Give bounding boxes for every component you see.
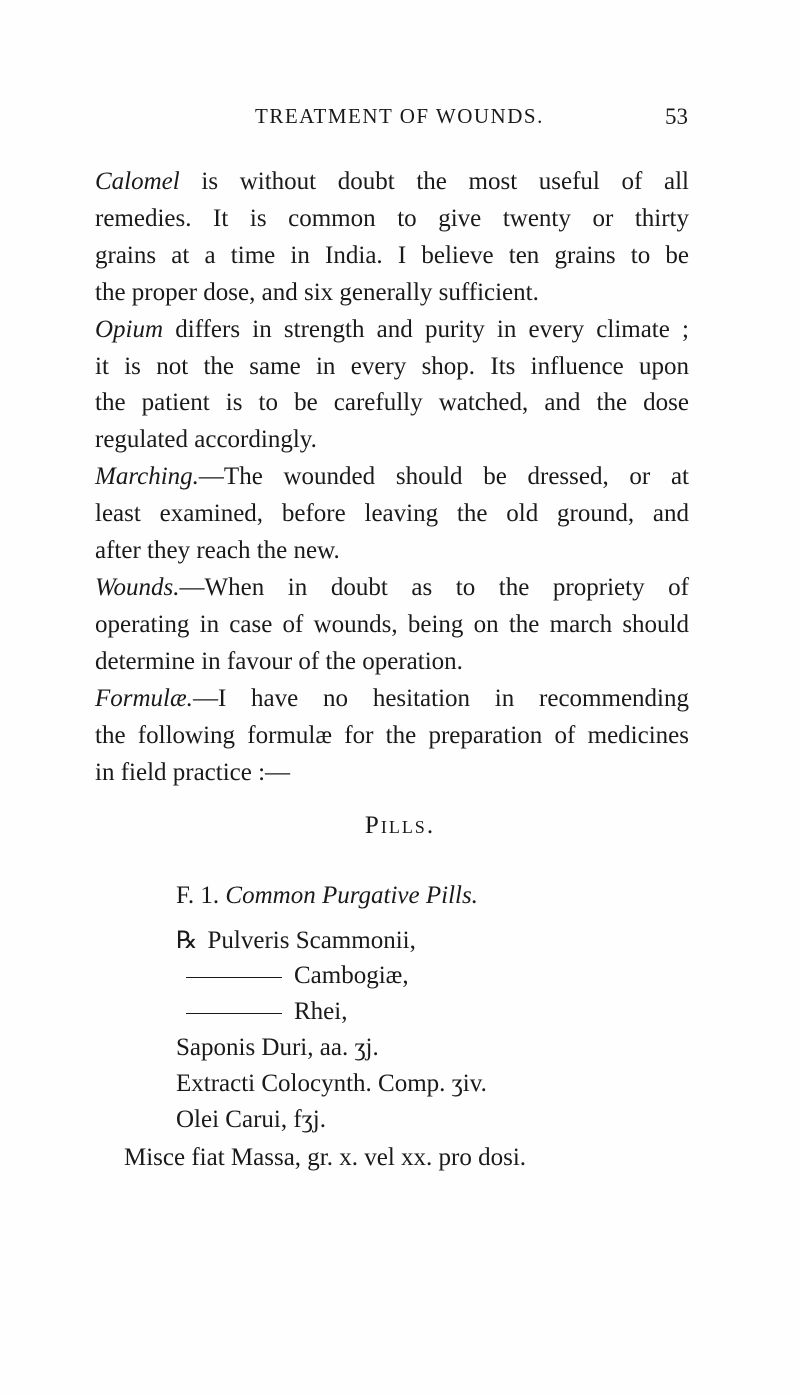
ditto-dash [186, 1013, 282, 1014]
paragraph-lead: Opium [95, 315, 164, 343]
ingredient-line [176, 1034, 379, 1062]
text-line: remedies. It is common to give twenty or thirty [95, 204, 689, 232]
ingredient: Olei Carui, fʒj. [176, 1106, 326, 1133]
ingredient-line [176, 926, 416, 955]
text-line: Marching.—The wounded should be dressed, or at [95, 463, 689, 491]
section-heading-pills: Pills. [364, 812, 436, 839]
formula-title [176, 882, 478, 910]
ingredient: Pulveris Scammonii, [207, 927, 416, 954]
formula-directions: Misce fiat Massa, gr. x. vel xx. pro dosi. [124, 1144, 527, 1171]
formula-number: F. 1. [176, 882, 220, 909]
text-line: the following formulæ for the preparation of medicines [95, 721, 689, 749]
ingredient-line [176, 1070, 487, 1098]
paragraph-lead: Formulæ. [95, 684, 193, 712]
text-line: Opium differs in strength and purity in every climate ; [95, 315, 689, 343]
paragraph-opium [95, 312, 689, 460]
ingredient-line [176, 1106, 326, 1134]
text-line: Calomel is without doubt the most useful of all [95, 168, 689, 195]
body-text [95, 164, 689, 791]
ditto-dash [186, 977, 282, 978]
ingredient: Rhei, [294, 998, 348, 1025]
text-line: it is not the same in every shop. Its influence upon [95, 352, 689, 380]
ingredient-line [176, 998, 347, 1026]
paragraph-calomel [95, 164, 689, 312]
paragraph-formulae [95, 681, 689, 792]
recipe-symbol: ℞ [176, 928, 198, 954]
paragraph-lead: Wounds. [95, 573, 180, 601]
ingredient: Cambogiæ, [294, 962, 409, 989]
running-title: TREATMENT OF WOUNDS. [255, 104, 544, 128]
paragraph-marching [95, 459, 689, 570]
text-line: the proper dose, and six generally sufficient. [95, 278, 539, 306]
text-line: grains at a time in India. I believe ten grains to be [95, 241, 689, 269]
ingredient-line [176, 962, 409, 990]
paragraph-wounds [95, 570, 689, 681]
text-line: determine in favour of the operation. [95, 647, 463, 675]
paragraph-lead: Calomel [95, 168, 180, 195]
text-line: Wounds.—When in doubt as to the propriety of [95, 573, 689, 601]
text-line: least examined, before leaving the old ground, and [95, 500, 689, 528]
running-head [0, 104, 800, 140]
text-line: the patient is to be carefully watched, and the dose [95, 389, 689, 417]
page-number: 53 [665, 104, 688, 129]
text-line: after they reach the new. [95, 537, 340, 565]
text-line: regulated accordingly. [95, 426, 317, 454]
formula-name: Common Purgative Pills. [225, 882, 478, 909]
ingredient: Saponis Duri, aa. ʒj. [176, 1034, 379, 1061]
ingredient: Extracti Colocynth. Comp. ʒiv. [176, 1070, 487, 1097]
paragraph-lead: Marching. [95, 463, 199, 491]
text-line: operating in case of wounds, being on the march should [95, 610, 689, 638]
text-line: Formulæ.—I have no hesitation in recommending [95, 684, 689, 712]
text-line: in field practice :— [95, 758, 291, 786]
